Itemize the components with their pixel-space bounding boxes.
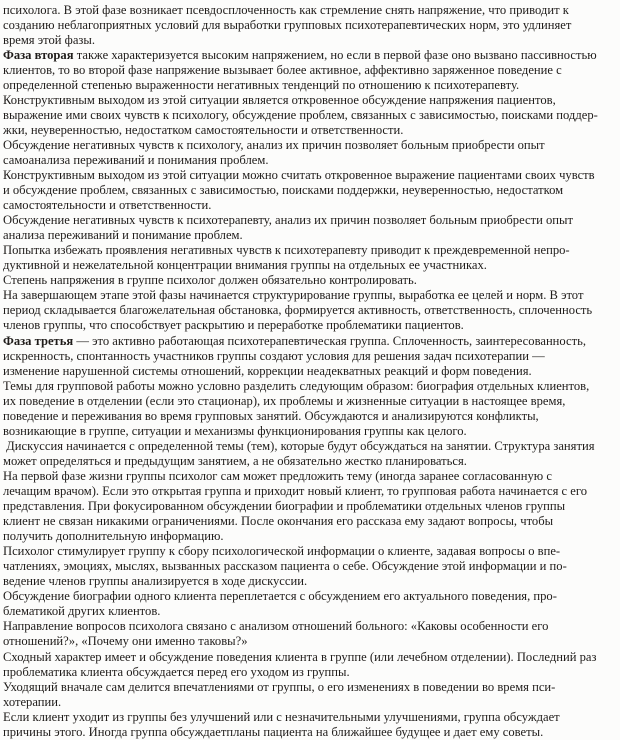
- text-line: блематикой других клиентов.: [3, 604, 161, 619]
- text-line: анализа переживаний и понимание проблем.: [3, 228, 243, 243]
- text-line: клиент не связан никакими ограничениями. После окончания его рассказа ему задают вопросы, чтобы: [3, 514, 554, 529]
- text-line: период складывается благожелательная обстановка, формируется активность, ответственность, сплоченность: [3, 303, 593, 318]
- bold-phrase-lead: Фаза вторая: [3, 47, 74, 62]
- text-line: созданию неблагоприятных условий для выработки групповых психотерапевтических норм, это удлиняет: [3, 17, 572, 32]
- text-line: Фаза вторая также характеризуется высоким напряжением, но если в первой фазе оно вызвано пассивностью: [3, 47, 597, 62]
- text-line: Психолог стимулирует группу к сбору психологической информации о клиенте, задавая вопросы о впе-: [3, 544, 561, 559]
- text-line: возникающие в группе, ситуации и механизмы функционирования группы как целого.: [3, 423, 467, 438]
- text-line: На завершающем этапе этой фазы начинается структурирование группы, выработка ее целей и норм. В этот: [3, 288, 584, 303]
- text-line: Фаза третья — это активно работающая психотерапевтическая группа. Сплоченность, заинтересованность,: [3, 333, 587, 348]
- text-line: Если клиент уходит из группы без улучшений или с незначительными улучшениями, группа обсуждает: [3, 709, 560, 724]
- text-line: поведение и переживания во время групповых занятий. Обсуждаются и анализируются конфликты,: [3, 408, 539, 423]
- text-line: представления. При фокусированном обсуждении биографии и проблематики отдельных членов группы: [3, 499, 566, 514]
- text-line: время этой фазы.: [3, 32, 96, 47]
- text-line: лечащим врачом). Если это открытая группа и приходит новый клиент, то групповая работа начинается с его: [3, 484, 588, 498]
- text-line: Дискуссия начинается с определенной темы (тем), которые будут обсуждаться на занятии. Структура занятия: [3, 438, 595, 453]
- text-line: определенной степенью выраженности негативных тенденций по отношению к психотерапевту.: [3, 77, 520, 92]
- text-line: Темы для групповой работы можно условно разделить следующим образом: биография отдельных клиентов,: [3, 378, 590, 393]
- text-line: Направление вопросов психолога связано с анализом отношений больного: «Каковы особенности его: [3, 619, 549, 634]
- text-line: Уходящий вначале сам делится впечатлениями от группы, о его изменениях в поведении во время пси-: [3, 679, 556, 694]
- text-line: самоанализа переживаний и понимания проблем.: [3, 152, 269, 167]
- text-line: Степень напряжения в группе психолог должен обязательно контролировать.: [3, 273, 417, 288]
- text-line: изменение нарушенной системы отношений, коррекции неадекватных реакций и форм поведения.: [3, 363, 532, 378]
- text-line: Попытка избежать проявления негативных чувств к психотерапевту приводит к преждевременной непро-: [3, 243, 570, 258]
- text-line: их поведение в отделении (если это стационар), их проблемы и жизненные ситуации в настоящее время,: [3, 393, 566, 408]
- bold-phrase-lead: Фаза третья: [3, 333, 74, 348]
- text-line: психолога. В этой фазе возникает псевдосплоченность как стремление снять напряжение, что приводит к: [3, 2, 569, 17]
- text-line: Обсуждение негативных чувств к психотерапевту, анализ их причин позволяет больным приобрести опыт: [3, 213, 573, 228]
- text-line: хотерапии.: [3, 694, 62, 709]
- text-line: отношений?», «Почему они именно таковы?»: [3, 634, 248, 649]
- text-line: может определяться и предыдущим занятием, а не обязательно жестко планироваться.: [3, 453, 467, 468]
- text-line: клиентов, то во второй фазе напряжение вызывает более активное, аффективно заряженное поведение с: [3, 62, 562, 77]
- text-line: жки, неуверенностью, недостатком самостоятельности и ответственности.: [3, 122, 404, 137]
- text-line: членов группы, что способствует раскрытию и переработке проблематики пациентов.: [3, 318, 464, 333]
- text-line: На первой фазе жизни группы психолог сам может предложить тему (иногда заранее согласованную с: [3, 468, 552, 483]
- text-line: Обсуждение негативных чувств к психологу, анализ их причин позволяет больным приобрести опыт: [3, 137, 545, 152]
- text-line: Конструктивным выходом из этой ситуации является откровенное обсуждение напряжения пациентов,: [3, 92, 556, 107]
- text-line: самостоятельности и ответственности.: [3, 198, 212, 213]
- text-line: причины этого. Иногда группа обсуждаетпланы пациента на ближайшее будущее и дает ему советы.: [3, 724, 544, 739]
- text-line: чатлениях, эмоциях, мыслях, вызванных рассказом пациента о себе. Обсуждение этой информации и по-: [3, 559, 567, 574]
- text-line: дуктивной и нежелательной концентрации внимания группы на отдельных ее участниках.: [3, 258, 487, 273]
- text-line: Конструктивным выходом из этой ситуации можно считать откровенное выражение пациентами своих чувств: [3, 168, 595, 183]
- text-line: ведение членов группы анализируется в ходе дискуссии.: [3, 574, 308, 589]
- text-line: Сходный характер имеет и обсуждение поведения клиента в группе (или лечебном отделении). Последний раз: [3, 649, 597, 664]
- text-line: и обсуждение проблем, связанных с зависимостью, поисками поддержки, неуверенностью, недостатком: [3, 183, 564, 198]
- text-line: выражение ими своих чувств к психологу, обсуждение проблем, связанных с зависимостью, поисками поддер-: [3, 107, 598, 122]
- text-line: Обсуждение биографии одного клиента переплетается с обсуждением его актуального поведения, про-: [3, 589, 557, 604]
- text-line: проблематика клиента обсуждается перед его уходом из группы.: [3, 664, 350, 679]
- text-line: получить дополнительную информацию.: [3, 529, 224, 544]
- text-line: искренность, спонтанность участников группы создают условия для решения задач психотерапии —: [3, 348, 545, 363]
